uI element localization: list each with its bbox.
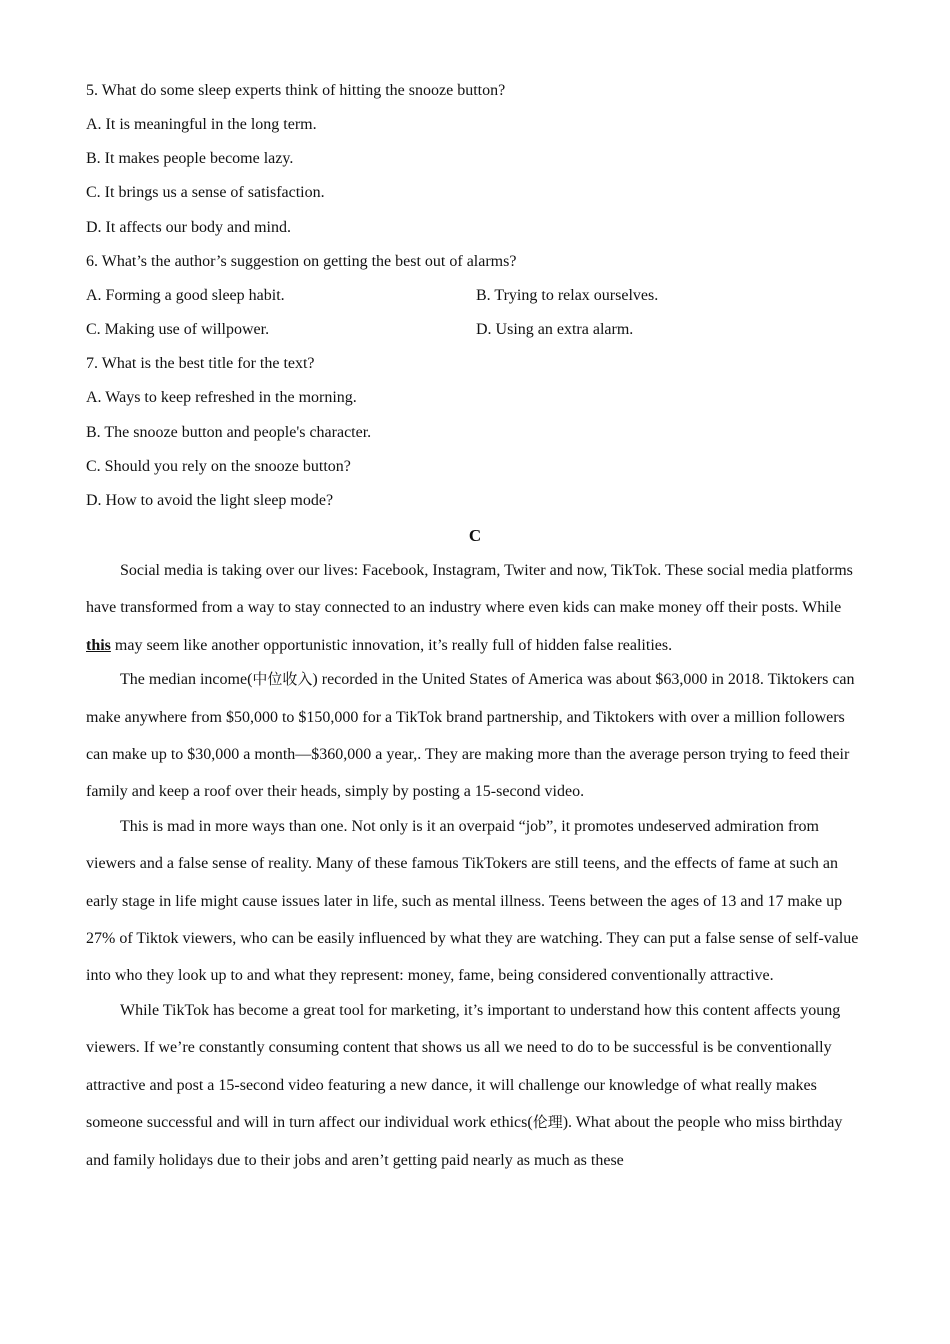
paragraph-4-text-end: ). What about the people who miss birthday and family holidays due to their jobs and aren’t getting paid nearly as much as these [86,1114,843,1169]
paragraph-4-text-start: While TikTok has become a great tool for marketing, it’s important to understand how this content affects young viewers. If we’re constantly consuming content that shows us all we need to do to be successful is be conventionally attractive and post a 15-second video featuring a new dance, it will challenge our knowledge of what really makes someone successful and will in turn affect our individual work ethics( [86,1001,841,1132]
question-7-stem: 7. What is the best title for the text? [86,355,315,372]
underlined-word-this: this [86,636,111,654]
question-5-option-a: A. It is meaningful in the long term. [86,116,317,133]
question-7-option-a: A. Ways to keep refreshed in the morning. [86,389,357,406]
paragraph-1-text-start: Social media is taking over our lives: Facebook, Instagram, Twiter and now, TikTok. These social media platforms have transformed from a way to stay connected to an industry where even kids can make money off their posts. While [86,562,853,617]
chinese-gloss-median-income: 中位收入 [252,670,313,689]
question-6-option-b: B. Trying to relax ourselves. [476,287,659,304]
passage-paragraph-3: This is mad in more ways than one. Not only is it an overpaid “job”, it promotes undeserved admiration from viewers and a false sense of reality. Many of these famous TikTokers are still teens, and the effects of fame at such an early stage in life might cause issues later in life, such as mental illness. Teens between the ages of 13 and 17 make up 27% of Tiktok viewers, who can be easily influenced by what they are watching. They can put a false sense of self-value into who they look up to and what they represent: money, fame, being considered conventionally attractive. [86,817,859,985]
question-7-option-d: D. How to avoid the light sleep mode? [86,492,334,509]
question-5-stem: 5. What do some sleep experts think of hitting the snooze button? [86,82,506,99]
passage-paragraph-1 [86,552,862,664]
question-7-option-b: B. The snooze button and people's character. [86,424,372,441]
question-5-option-d: D. It affects our body and mind. [86,219,291,236]
passage [86,552,862,1176]
question-7-option-c: C. Should you rely on the snooze button? [86,458,351,475]
paragraph-1-text-end: may seem like another opportunistic innovation, it’s really full of hidden false realities. [110,636,673,654]
question-5-option-b: B. It makes people become lazy. [86,150,294,167]
question-5-option-c: C. It brings us a sense of satisfaction. [86,184,325,201]
passage-paragraph-2 [86,661,862,811]
paragraph-2-text-end: ) recorded in the United States of America was about $63,000 in 2018. Tiktokers can make anywhere from $50,000 to $150,000 for a TikTok brand partnership, and Tiktokers with over a million followers can make up to $30,000 a month—$360,000 a year,. They are making more than the average person trying to feed their family and keep a roof over their heads, simply by posting a 15-second video. [86,671,855,801]
section-title: C [468,526,482,545]
passage-paragraph-4 [86,992,862,1179]
question-6-stem: 6. What’s the author’s suggestion on getting the best out of alarms? [86,253,517,270]
question-6-option-c: C. Making use of willpower. [86,321,270,338]
question-6-option-a: A. Forming a good sleep habit. [86,287,285,304]
paragraph-2-text-start: The median income( [120,671,253,689]
question-6-option-d: D. Using an extra alarm. [476,321,634,338]
chinese-gloss-ethics: 伦理 [532,1113,563,1132]
